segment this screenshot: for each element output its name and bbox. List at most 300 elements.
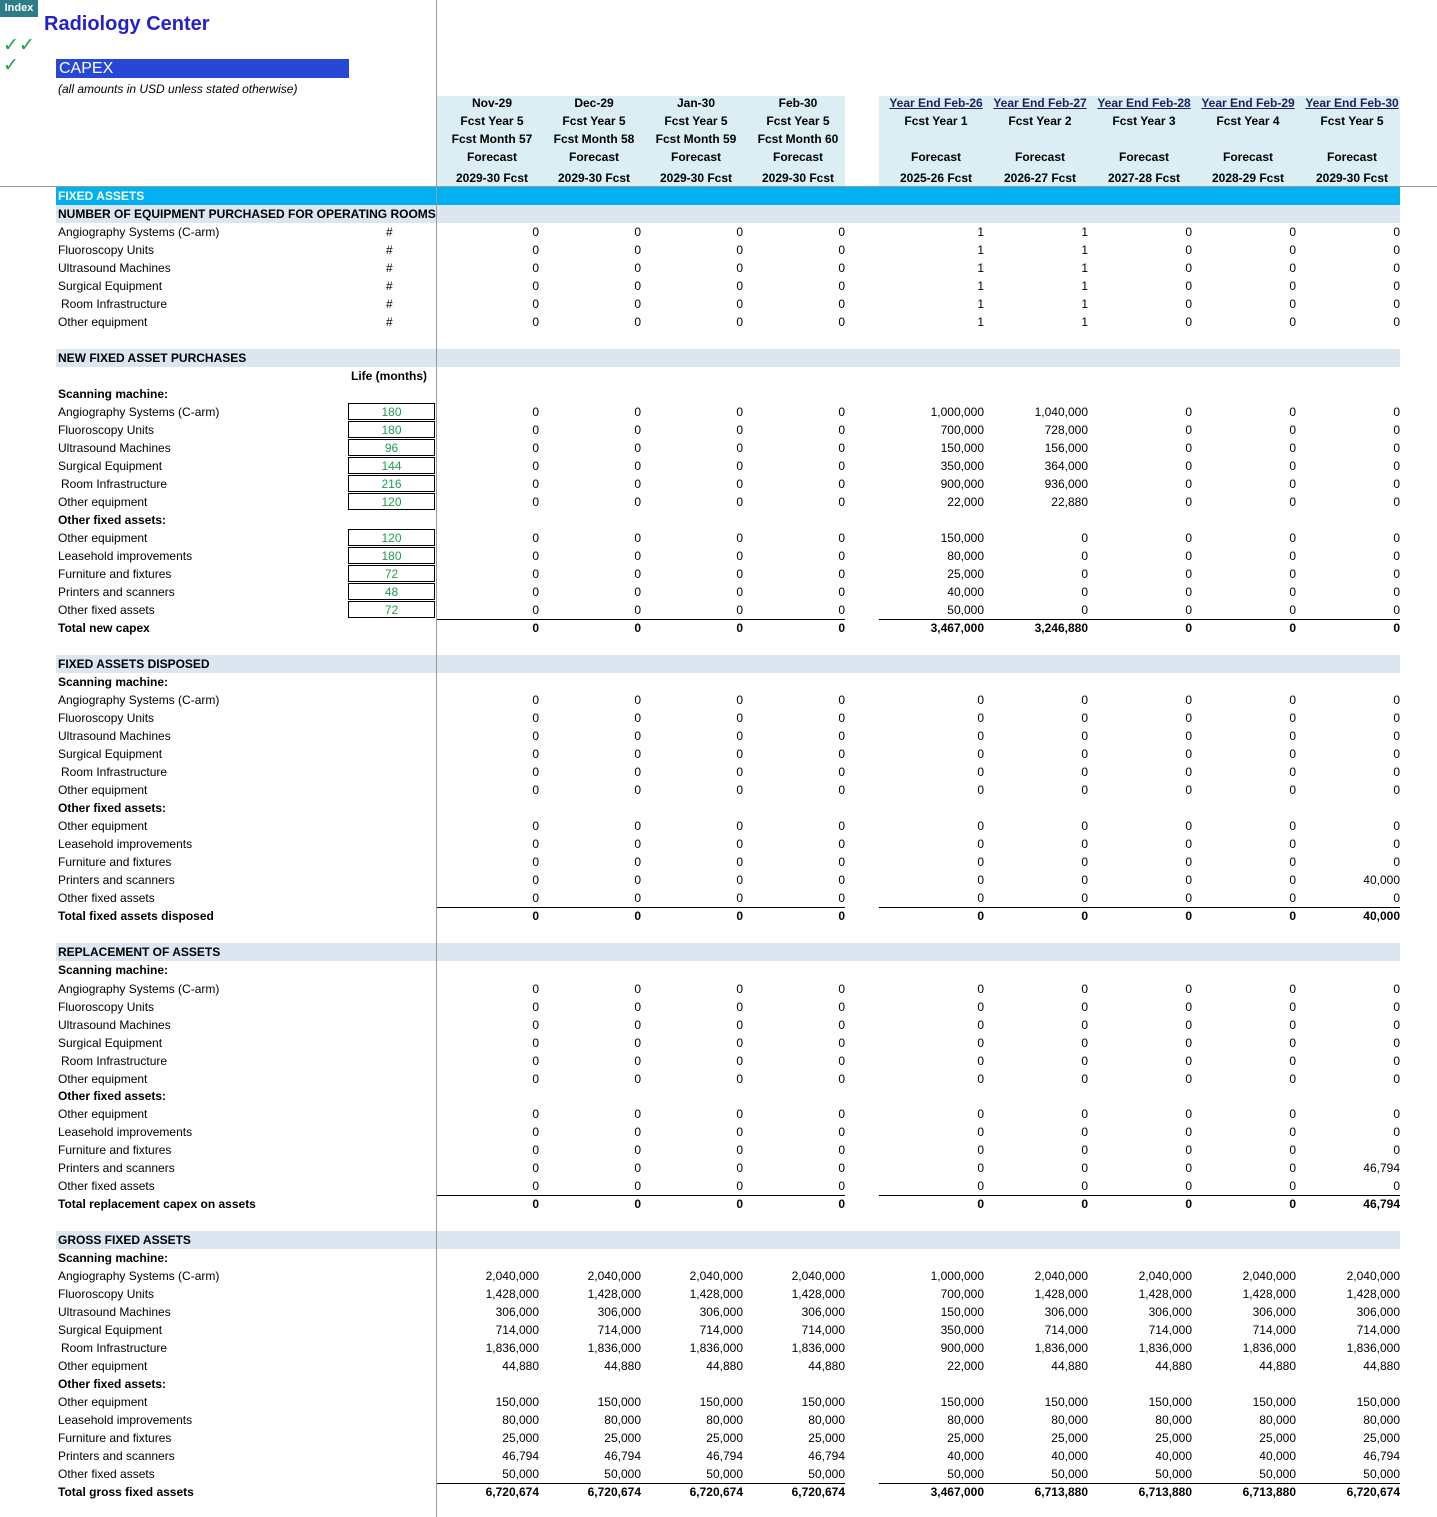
- life-months-input[interactable]: 72: [348, 601, 435, 618]
- value-cell[interactable]: 80,000: [502, 1413, 539, 1427]
- value-cell[interactable]: 0: [532, 621, 539, 635]
- value-cell[interactable]: 44,880: [808, 1359, 845, 1373]
- value-cell[interactable]: 150,000: [1148, 1395, 1192, 1409]
- value-cell[interactable]: 0: [838, 1036, 845, 1050]
- value-cell[interactable]: 0: [532, 783, 539, 797]
- value-cell[interactable]: 46,794: [502, 1449, 539, 1463]
- value-cell[interactable]: 0: [736, 1179, 743, 1193]
- value-cell[interactable]: 6,713,880: [1034, 1485, 1088, 1499]
- value-cell[interactable]: 0: [1081, 1179, 1088, 1193]
- value-cell[interactable]: 0: [1081, 819, 1088, 833]
- life-months-input[interactable]: 180: [348, 421, 435, 438]
- value-cell[interactable]: 0: [634, 585, 641, 599]
- value-cell[interactable]: 2,040,000: [587, 1269, 641, 1283]
- value-cell[interactable]: 0: [1185, 1054, 1192, 1068]
- value-cell[interactable]: 1: [977, 225, 984, 239]
- value-cell[interactable]: 306,000: [597, 1305, 641, 1319]
- value-cell[interactable]: 44,880: [1363, 1359, 1400, 1373]
- value-cell[interactable]: 0: [977, 693, 984, 707]
- value-cell[interactable]: 0: [1185, 297, 1192, 311]
- value-cell[interactable]: 306,000: [1148, 1305, 1192, 1319]
- value-cell[interactable]: 306,000: [801, 1305, 845, 1319]
- value-cell[interactable]: 6,720,674: [791, 1485, 845, 1499]
- value-cell[interactable]: 0: [1081, 1072, 1088, 1086]
- value-cell[interactable]: 0: [736, 297, 743, 311]
- value-cell[interactable]: 0: [838, 873, 845, 887]
- value-cell[interactable]: 0: [1185, 315, 1192, 329]
- value-cell[interactable]: 80,000: [1363, 1413, 1400, 1427]
- value-cell[interactable]: 0: [838, 729, 845, 743]
- value-cell[interactable]: 50,000: [808, 1467, 845, 1481]
- value-cell[interactable]: 714,000: [801, 1323, 845, 1337]
- value-cell[interactable]: 0: [838, 982, 845, 996]
- value-cell[interactable]: 1,428,000: [689, 1287, 743, 1301]
- value-cell[interactable]: 0: [1393, 495, 1400, 509]
- value-cell[interactable]: 0: [977, 982, 984, 996]
- value-cell[interactable]: 0: [1081, 549, 1088, 563]
- value-cell[interactable]: 0: [1289, 621, 1296, 635]
- value-cell[interactable]: 0: [838, 603, 845, 617]
- value-cell[interactable]: 0: [1081, 1054, 1088, 1068]
- value-cell[interactable]: 0: [838, 225, 845, 239]
- value-cell[interactable]: 0: [532, 1197, 539, 1211]
- value-cell[interactable]: 0: [1289, 477, 1296, 491]
- value-cell[interactable]: 0: [1393, 982, 1400, 996]
- value-cell[interactable]: 0: [1289, 261, 1296, 275]
- value-cell[interactable]: 2,040,000: [1138, 1269, 1192, 1283]
- value-cell[interactable]: 0: [1393, 279, 1400, 293]
- value-cell[interactable]: 0: [634, 982, 641, 996]
- value-cell[interactable]: 0: [634, 243, 641, 257]
- value-cell[interactable]: 0: [736, 1125, 743, 1139]
- value-cell[interactable]: 0: [1393, 1000, 1400, 1014]
- value-cell[interactable]: 0: [532, 819, 539, 833]
- value-cell[interactable]: 25,000: [1155, 1431, 1192, 1445]
- value-cell[interactable]: 1,428,000: [1138, 1287, 1192, 1301]
- value-cell[interactable]: 0: [977, 873, 984, 887]
- life-months-input[interactable]: 216: [348, 475, 435, 492]
- value-cell[interactable]: 0: [838, 909, 845, 923]
- value-cell[interactable]: 0: [1289, 855, 1296, 869]
- value-cell[interactable]: 46,794: [1363, 1449, 1400, 1463]
- value-cell[interactable]: 0: [532, 873, 539, 887]
- value-cell[interactable]: 0: [977, 909, 984, 923]
- life-months-input[interactable]: 96: [348, 439, 435, 456]
- value-cell[interactable]: 80,000: [1259, 1413, 1296, 1427]
- value-cell[interactable]: 0: [1081, 982, 1088, 996]
- value-cell[interactable]: 46,794: [604, 1449, 641, 1463]
- value-cell[interactable]: 0: [1393, 729, 1400, 743]
- value-cell[interactable]: 0: [736, 909, 743, 923]
- life-months-input[interactable]: 120: [348, 529, 435, 546]
- value-cell[interactable]: 0: [736, 549, 743, 563]
- value-cell[interactable]: 0: [532, 837, 539, 851]
- value-cell[interactable]: 0: [1185, 279, 1192, 293]
- value-cell[interactable]: 0: [634, 297, 641, 311]
- value-cell[interactable]: 44,880: [1051, 1359, 1088, 1373]
- value-cell[interactable]: 40,000: [1051, 1449, 1088, 1463]
- value-cell[interactable]: 0: [1393, 1107, 1400, 1121]
- value-cell[interactable]: 0: [1185, 819, 1192, 833]
- value-cell[interactable]: 0: [1185, 1161, 1192, 1175]
- value-cell[interactable]: 0: [532, 1143, 539, 1157]
- value-cell[interactable]: 0: [1393, 837, 1400, 851]
- value-cell[interactable]: 0: [1185, 747, 1192, 761]
- value-cell[interactable]: 0: [1185, 1072, 1192, 1086]
- value-cell[interactable]: 0: [532, 225, 539, 239]
- value-cell[interactable]: 0: [1081, 729, 1088, 743]
- value-cell[interactable]: 0: [1393, 1036, 1400, 1050]
- value-cell[interactable]: 0: [1081, 1107, 1088, 1121]
- value-cell[interactable]: 0: [1289, 603, 1296, 617]
- value-cell[interactable]: 0: [1185, 477, 1192, 491]
- value-cell[interactable]: 40,000: [1155, 1449, 1192, 1463]
- value-cell[interactable]: 6,720,674: [689, 1485, 743, 1499]
- value-cell[interactable]: 0: [1393, 297, 1400, 311]
- value-cell[interactable]: 0: [838, 1000, 845, 1014]
- value-cell[interactable]: 0: [736, 765, 743, 779]
- value-cell[interactable]: 0: [634, 891, 641, 905]
- value-cell[interactable]: 1: [1081, 315, 1088, 329]
- value-cell[interactable]: 0: [1393, 405, 1400, 419]
- value-cell[interactable]: 0: [838, 423, 845, 437]
- value-cell[interactable]: 0: [1289, 1143, 1296, 1157]
- value-cell[interactable]: 0: [1289, 1125, 1296, 1139]
- value-cell[interactable]: 714,000: [699, 1323, 743, 1337]
- value-cell[interactable]: 0: [736, 567, 743, 581]
- value-cell[interactable]: 714,000: [1252, 1323, 1296, 1337]
- value-cell[interactable]: 0: [1185, 837, 1192, 851]
- value-cell[interactable]: 1,836,000: [689, 1341, 743, 1355]
- value-cell[interactable]: 0: [532, 1179, 539, 1193]
- value-cell[interactable]: 50,000: [502, 1467, 539, 1481]
- value-cell[interactable]: 0: [977, 1072, 984, 1086]
- value-cell[interactable]: 1,040,000: [1034, 405, 1088, 419]
- value-cell[interactable]: 80,000: [1155, 1413, 1192, 1427]
- value-cell[interactable]: 1: [977, 243, 984, 257]
- value-cell[interactable]: 0: [634, 1179, 641, 1193]
- value-cell[interactable]: 150,000: [940, 1395, 984, 1409]
- value-cell[interactable]: 0: [532, 1072, 539, 1086]
- value-cell[interactable]: 22,000: [947, 495, 984, 509]
- value-cell[interactable]: 40,000: [947, 585, 984, 599]
- value-cell[interactable]: 0: [838, 459, 845, 473]
- value-cell[interactable]: 0: [838, 549, 845, 563]
- value-cell[interactable]: 50,000: [1363, 1467, 1400, 1481]
- value-cell[interactable]: 50,000: [1259, 1467, 1296, 1481]
- value-cell[interactable]: 0: [1081, 1161, 1088, 1175]
- value-cell[interactable]: 0: [838, 1125, 845, 1139]
- value-cell[interactable]: 0: [977, 1036, 984, 1050]
- value-cell[interactable]: 0: [838, 1179, 845, 1193]
- value-cell[interactable]: 0: [1081, 603, 1088, 617]
- value-cell[interactable]: 156,000: [1044, 441, 1088, 455]
- value-cell[interactable]: 0: [532, 1125, 539, 1139]
- value-cell[interactable]: 0: [1081, 909, 1088, 923]
- value-cell[interactable]: 0: [736, 693, 743, 707]
- value-cell[interactable]: 25,000: [947, 1431, 984, 1445]
- value-cell[interactable]: 0: [1289, 873, 1296, 887]
- value-cell[interactable]: 0: [838, 1054, 845, 1068]
- value-cell[interactable]: 0: [977, 1143, 984, 1157]
- value-cell[interactable]: 0: [1081, 837, 1088, 851]
- value-cell[interactable]: 1,428,000: [587, 1287, 641, 1301]
- value-cell[interactable]: 0: [1289, 1161, 1296, 1175]
- value-cell[interactable]: 0: [838, 531, 845, 545]
- value-cell[interactable]: 0: [1393, 711, 1400, 725]
- value-cell[interactable]: 0: [736, 1143, 743, 1157]
- value-cell[interactable]: 1: [1081, 225, 1088, 239]
- value-cell[interactable]: 0: [736, 495, 743, 509]
- value-cell[interactable]: 0: [1185, 855, 1192, 869]
- value-cell[interactable]: 150,000: [597, 1395, 641, 1409]
- value-cell[interactable]: 0: [838, 819, 845, 833]
- value-cell[interactable]: 0: [1185, 1107, 1192, 1121]
- value-cell[interactable]: 0: [634, 1161, 641, 1175]
- value-cell[interactable]: 0: [838, 1161, 845, 1175]
- value-cell[interactable]: 0: [1393, 225, 1400, 239]
- value-cell[interactable]: 0: [838, 783, 845, 797]
- value-cell[interactable]: 0: [977, 819, 984, 833]
- value-cell[interactable]: 0: [1185, 711, 1192, 725]
- value-cell[interactable]: 25,000: [1259, 1431, 1296, 1445]
- value-cell[interactable]: 0: [634, 1197, 641, 1211]
- value-cell[interactable]: 0: [532, 1054, 539, 1068]
- value-cell[interactable]: 0: [1185, 1018, 1192, 1032]
- value-cell[interactable]: 306,000: [1044, 1305, 1088, 1319]
- value-cell[interactable]: 0: [838, 495, 845, 509]
- value-cell[interactable]: 0: [1393, 531, 1400, 545]
- life-months-input[interactable]: 180: [348, 403, 435, 420]
- value-cell[interactable]: 46,794: [808, 1449, 845, 1463]
- value-cell[interactable]: 0: [1393, 747, 1400, 761]
- value-cell[interactable]: 50,000: [1155, 1467, 1192, 1481]
- value-cell[interactable]: 714,000: [495, 1323, 539, 1337]
- value-cell[interactable]: 714,000: [1044, 1323, 1088, 1337]
- value-cell[interactable]: 0: [532, 459, 539, 473]
- value-cell[interactable]: 1,428,000: [1034, 1287, 1088, 1301]
- value-cell[interactable]: 0: [838, 1018, 845, 1032]
- value-cell[interactable]: 1,836,000: [1034, 1341, 1088, 1355]
- value-cell[interactable]: 0: [1185, 603, 1192, 617]
- value-cell[interactable]: 0: [838, 1143, 845, 1157]
- value-cell[interactable]: 0: [532, 279, 539, 293]
- value-cell[interactable]: 0: [1289, 765, 1296, 779]
- value-cell[interactable]: 0: [1081, 1036, 1088, 1050]
- value-cell[interactable]: 150,000: [495, 1395, 539, 1409]
- value-cell[interactable]: 0: [1393, 585, 1400, 599]
- value-cell[interactable]: 50,000: [706, 1467, 743, 1481]
- value-cell[interactable]: 150,000: [940, 441, 984, 455]
- value-cell[interactable]: 0: [838, 891, 845, 905]
- value-cell[interactable]: 0: [1185, 243, 1192, 257]
- value-cell[interactable]: 0: [1289, 891, 1296, 905]
- value-cell[interactable]: 0: [634, 1143, 641, 1157]
- value-cell[interactable]: 0: [838, 855, 845, 869]
- value-cell[interactable]: 0: [1393, 603, 1400, 617]
- value-cell[interactable]: 0: [1393, 621, 1400, 635]
- value-cell[interactable]: 306,000: [1356, 1305, 1400, 1319]
- value-cell[interactable]: 46,794: [706, 1449, 743, 1463]
- value-cell[interactable]: 0: [1393, 477, 1400, 491]
- value-cell[interactable]: 714,000: [1356, 1323, 1400, 1337]
- value-cell[interactable]: 0: [532, 1036, 539, 1050]
- value-cell[interactable]: 1,428,000: [485, 1287, 539, 1301]
- value-cell[interactable]: 80,000: [706, 1413, 743, 1427]
- value-cell[interactable]: 0: [1393, 1072, 1400, 1086]
- value-cell[interactable]: 2,040,000: [689, 1269, 743, 1283]
- value-cell[interactable]: 0: [634, 477, 641, 491]
- value-cell[interactable]: 0: [1289, 459, 1296, 473]
- value-cell[interactable]: 364,000: [1044, 459, 1088, 473]
- value-cell[interactable]: 0: [1393, 765, 1400, 779]
- value-cell[interactable]: 700,000: [940, 423, 984, 437]
- value-cell[interactable]: 0: [1393, 549, 1400, 563]
- value-cell[interactable]: 50,000: [947, 603, 984, 617]
- value-cell[interactable]: 6,720,674: [485, 1485, 539, 1499]
- value-cell[interactable]: 1,428,000: [1346, 1287, 1400, 1301]
- value-cell[interactable]: 0: [1289, 423, 1296, 437]
- value-cell[interactable]: 0: [1289, 693, 1296, 707]
- value-cell[interactable]: 0: [1393, 1143, 1400, 1157]
- value-cell[interactable]: 0: [1289, 837, 1296, 851]
- value-cell[interactable]: 0: [1393, 1179, 1400, 1193]
- value-cell[interactable]: 0: [532, 441, 539, 455]
- value-cell[interactable]: 150,000: [940, 531, 984, 545]
- value-cell[interactable]: 40,000: [1259, 1449, 1296, 1463]
- value-cell[interactable]: 0: [1185, 1179, 1192, 1193]
- value-cell[interactable]: 0: [1081, 1143, 1088, 1157]
- value-cell[interactable]: 0: [736, 243, 743, 257]
- value-cell[interactable]: 0: [1185, 459, 1192, 473]
- value-cell[interactable]: 0: [736, 261, 743, 275]
- value-cell[interactable]: 40,000: [947, 1449, 984, 1463]
- value-cell[interactable]: 80,000: [604, 1413, 641, 1427]
- value-cell[interactable]: 0: [838, 243, 845, 257]
- value-cell[interactable]: 0: [736, 819, 743, 833]
- value-cell[interactable]: 150,000: [1044, 1395, 1088, 1409]
- value-cell[interactable]: 0: [634, 441, 641, 455]
- value-cell[interactable]: 0: [1289, 1197, 1296, 1211]
- value-cell[interactable]: 2,040,000: [1346, 1269, 1400, 1283]
- value-cell[interactable]: 0: [1185, 423, 1192, 437]
- value-cell[interactable]: 2,040,000: [1242, 1269, 1296, 1283]
- value-cell[interactable]: 0: [736, 1036, 743, 1050]
- value-cell[interactable]: 1: [1081, 279, 1088, 293]
- value-cell[interactable]: 25,000: [604, 1431, 641, 1445]
- value-cell[interactable]: 0: [736, 603, 743, 617]
- value-cell[interactable]: 6,713,880: [1242, 1485, 1296, 1499]
- value-cell[interactable]: 0: [634, 711, 641, 725]
- value-cell[interactable]: 0: [736, 621, 743, 635]
- value-cell[interactable]: 0: [1185, 909, 1192, 923]
- value-cell[interactable]: 1,836,000: [1138, 1341, 1192, 1355]
- value-cell[interactable]: 0: [634, 1000, 641, 1014]
- value-cell[interactable]: 150,000: [940, 1305, 984, 1319]
- value-cell[interactable]: 0: [1081, 531, 1088, 545]
- value-cell[interactable]: 0: [838, 1107, 845, 1121]
- value-cell[interactable]: 0: [1185, 1036, 1192, 1050]
- value-cell[interactable]: 0: [736, 1161, 743, 1175]
- value-cell[interactable]: 0: [838, 765, 845, 779]
- value-cell[interactable]: 1,836,000: [587, 1341, 641, 1355]
- value-cell[interactable]: 0: [532, 405, 539, 419]
- value-cell[interactable]: 0: [977, 1000, 984, 1014]
- value-cell[interactable]: 0: [634, 837, 641, 851]
- value-cell[interactable]: 0: [634, 279, 641, 293]
- value-cell[interactable]: 0: [1185, 982, 1192, 996]
- value-cell[interactable]: 0: [838, 837, 845, 851]
- value-cell[interactable]: 50,000: [947, 1467, 984, 1481]
- value-cell[interactable]: 44,880: [604, 1359, 641, 1373]
- value-cell[interactable]: 0: [634, 909, 641, 923]
- value-cell[interactable]: 0: [532, 495, 539, 509]
- value-cell[interactable]: 0: [736, 315, 743, 329]
- value-cell[interactable]: 0: [736, 1000, 743, 1014]
- value-cell[interactable]: 0: [977, 711, 984, 725]
- value-cell[interactable]: 0: [1289, 1072, 1296, 1086]
- value-cell[interactable]: 2,040,000: [791, 1269, 845, 1283]
- value-cell[interactable]: 0: [634, 549, 641, 563]
- value-cell[interactable]: 0: [838, 585, 845, 599]
- value-cell[interactable]: 0: [736, 891, 743, 905]
- value-cell[interactable]: 0: [634, 315, 641, 329]
- value-cell[interactable]: 80,000: [947, 549, 984, 563]
- value-cell[interactable]: 0: [634, 747, 641, 761]
- value-cell[interactable]: 0: [1081, 1125, 1088, 1139]
- value-cell[interactable]: 1,836,000: [1346, 1341, 1400, 1355]
- value-cell[interactable]: 0: [1185, 1000, 1192, 1014]
- value-cell[interactable]: 0: [838, 621, 845, 635]
- value-cell[interactable]: 0: [1081, 1000, 1088, 1014]
- value-cell[interactable]: 0: [1393, 819, 1400, 833]
- value-cell[interactable]: 0: [977, 1197, 984, 1211]
- value-cell[interactable]: 0: [838, 315, 845, 329]
- value-cell[interactable]: 0: [977, 837, 984, 851]
- value-cell[interactable]: 0: [736, 459, 743, 473]
- value-cell[interactable]: 1: [1081, 297, 1088, 311]
- value-cell[interactable]: 0: [1289, 279, 1296, 293]
- value-cell[interactable]: 306,000: [699, 1305, 743, 1319]
- value-cell[interactable]: 40,000: [1363, 873, 1400, 887]
- value-cell[interactable]: 0: [1185, 585, 1192, 599]
- value-cell[interactable]: 0: [1393, 261, 1400, 275]
- value-cell[interactable]: 0: [634, 1054, 641, 1068]
- value-cell[interactable]: 0: [1393, 459, 1400, 473]
- value-cell[interactable]: 700,000: [940, 1287, 984, 1301]
- value-cell[interactable]: 0: [634, 495, 641, 509]
- value-cell[interactable]: 0: [532, 261, 539, 275]
- value-cell[interactable]: 1,428,000: [1242, 1287, 1296, 1301]
- value-cell[interactable]: 0: [977, 1125, 984, 1139]
- value-cell[interactable]: 0: [1081, 765, 1088, 779]
- value-cell[interactable]: 0: [1393, 1054, 1400, 1068]
- value-cell[interactable]: 0: [1185, 891, 1192, 905]
- value-cell[interactable]: 0: [1185, 225, 1192, 239]
- value-cell[interactable]: 0: [977, 1161, 984, 1175]
- value-cell[interactable]: 0: [634, 855, 641, 869]
- value-cell[interactable]: 44,880: [706, 1359, 743, 1373]
- value-cell[interactable]: 46,794: [1363, 1197, 1400, 1211]
- value-cell[interactable]: 80,000: [808, 1413, 845, 1427]
- value-cell[interactable]: 0: [1393, 1125, 1400, 1139]
- value-cell[interactable]: 150,000: [1252, 1395, 1296, 1409]
- life-months-input[interactable]: 144: [348, 457, 435, 474]
- value-cell[interactable]: 0: [1081, 747, 1088, 761]
- value-cell[interactable]: 900,000: [940, 1341, 984, 1355]
- value-cell[interactable]: 0: [634, 261, 641, 275]
- value-cell[interactable]: 0: [1185, 783, 1192, 797]
